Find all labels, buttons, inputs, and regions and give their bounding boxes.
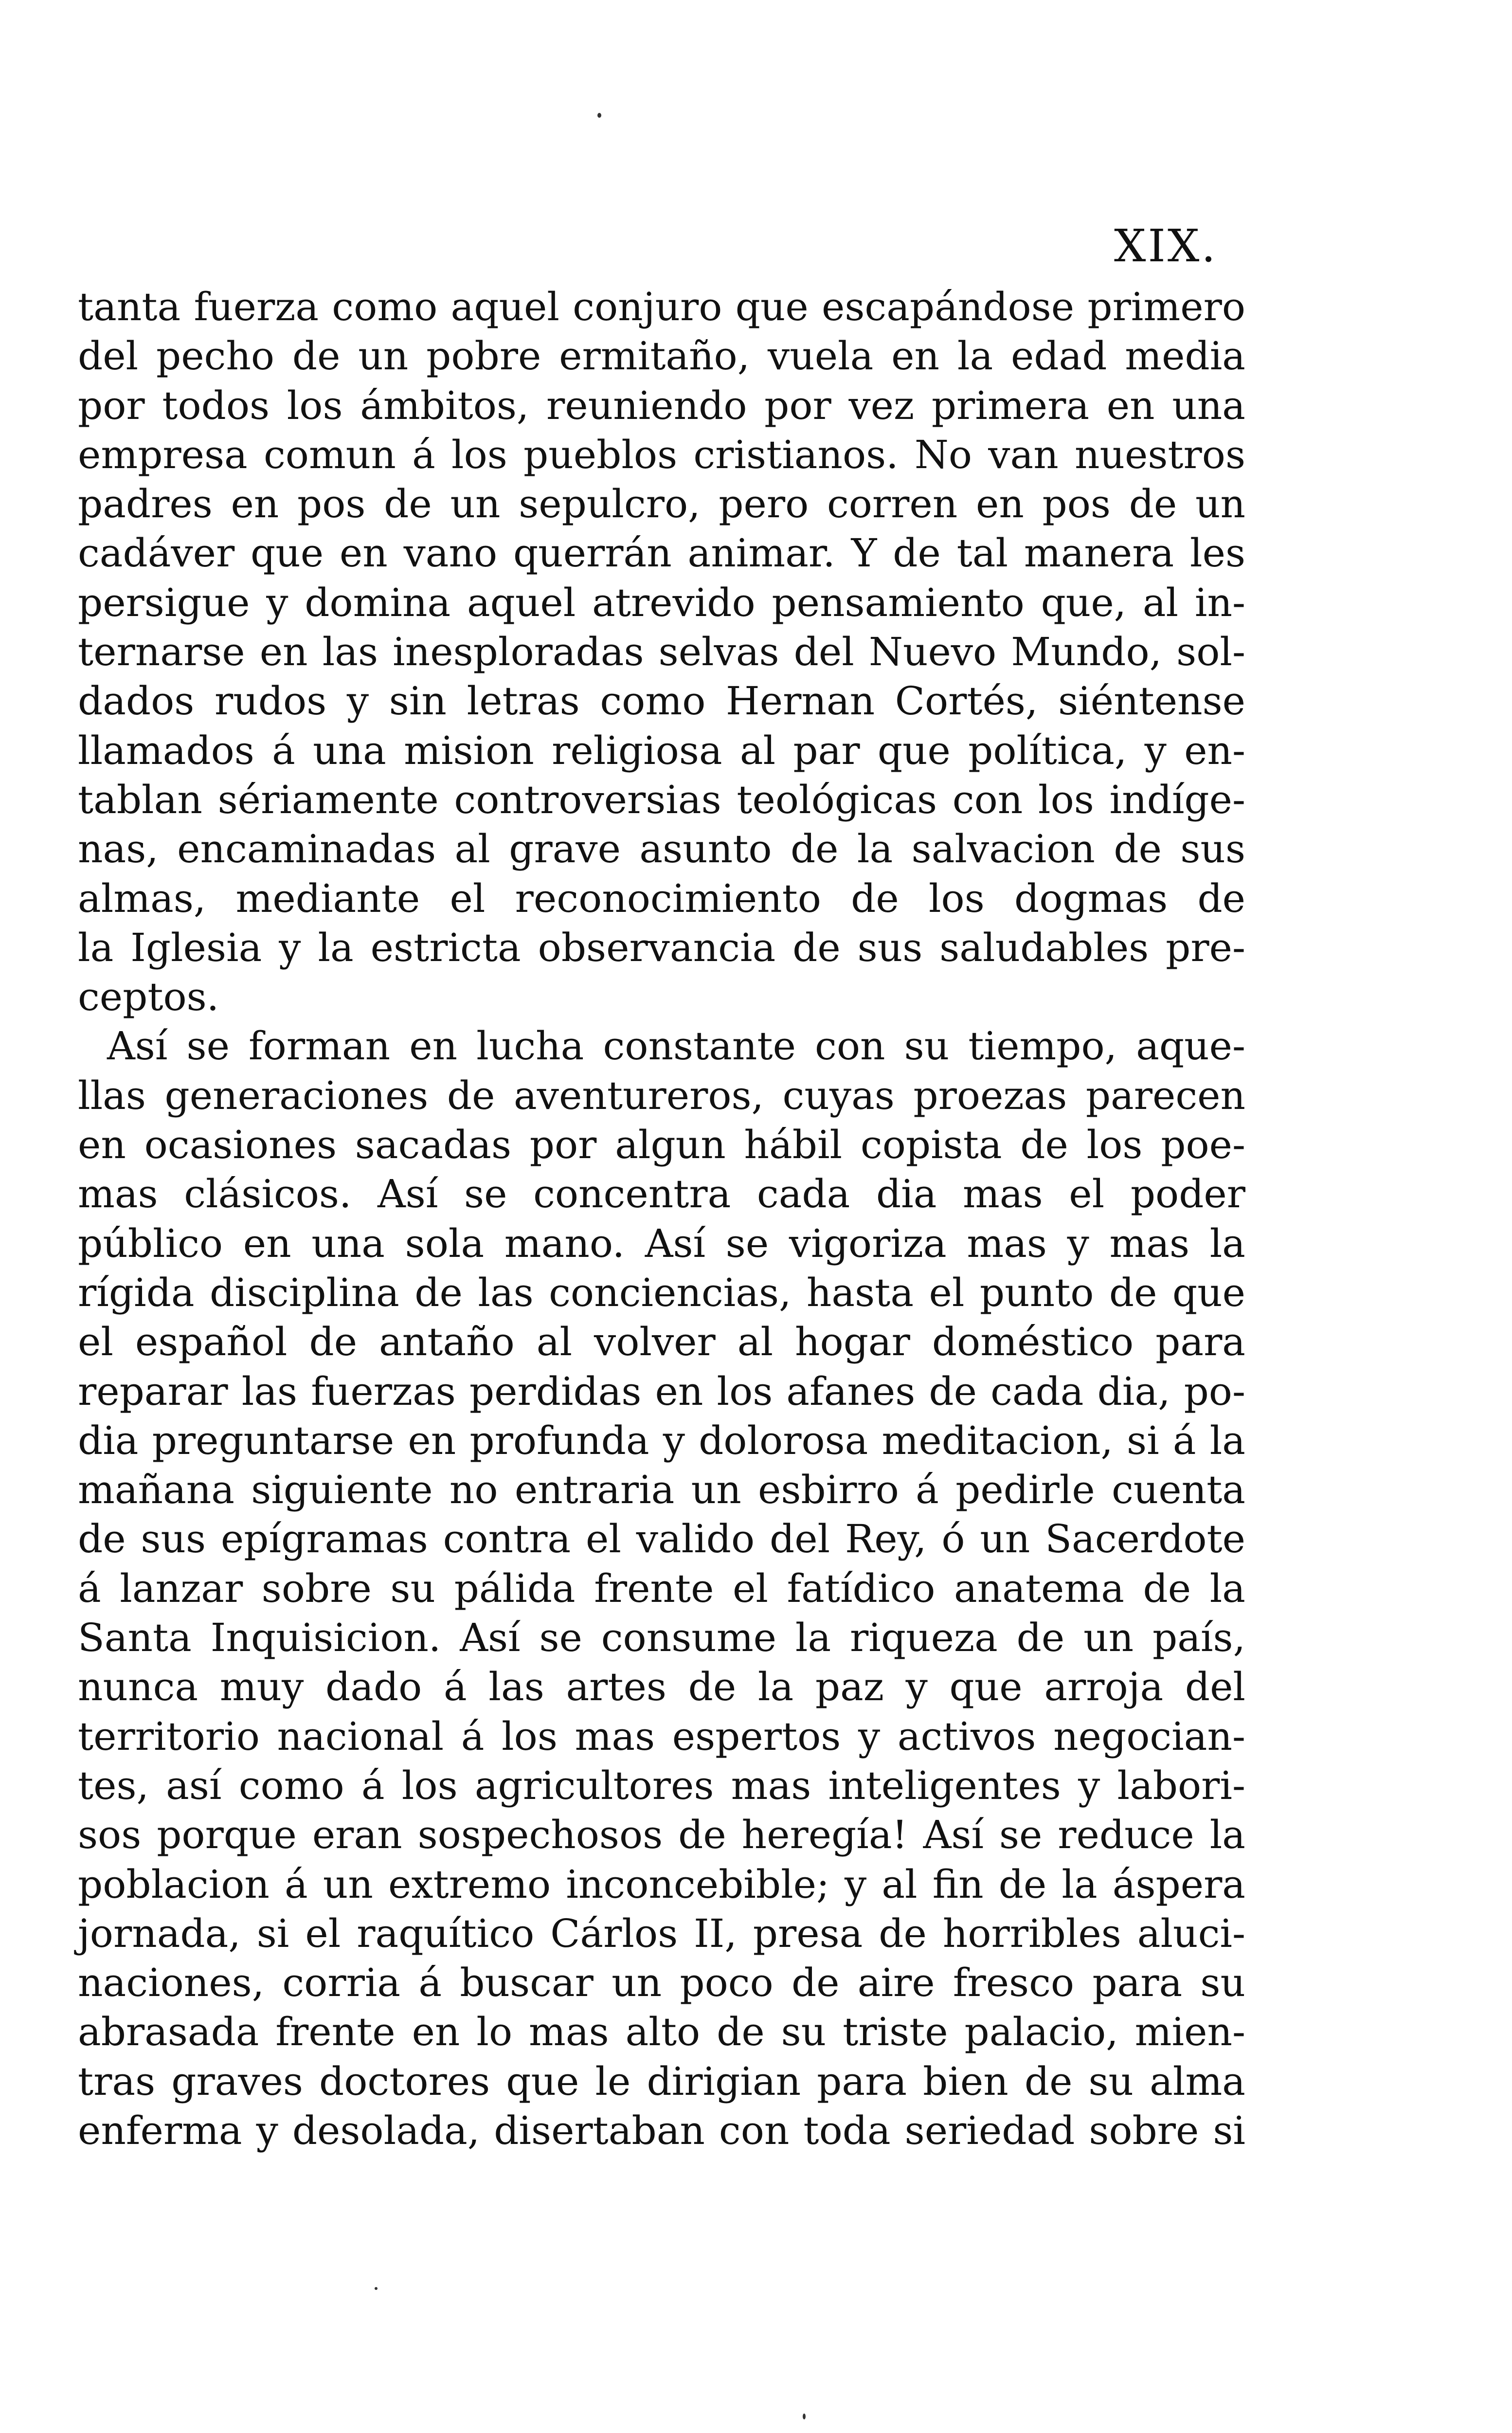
text-line: enferma y desolada, disertaban con toda seriedad sobre si [78, 2107, 1245, 2153]
print-speck [803, 2414, 806, 2419]
text-line: ternarse en las inesploradas selvas del Nuevo Mundo, sol- [78, 629, 1245, 675]
text-line: rígida disciplina de las conciencias, hasta el punto de que [78, 1270, 1245, 1315]
text-line: poblacion á un extremo inconcebible; y al fin de la áspera [78, 1861, 1245, 1907]
paragraph-first-line: Así se forman en lucha constante con su tiempo, aque- [107, 1023, 1245, 1069]
body-text [78, 282, 1245, 2155]
text-line: empresa comun á los pueblos cristianos. No van nuestros [78, 432, 1245, 477]
text-line: público en una sola mano. Así se vigoriza mas y mas la [78, 1220, 1245, 1266]
text-line: jornada, si el raquítico Cárlos II, presa de horribles aluci- [78, 1910, 1245, 1956]
text-line: sos porque eran sospechosos de heregía! Así se reduce la [78, 1812, 1245, 1858]
paragraph-end-line: ceptos. [78, 974, 219, 1020]
text-line: nunca muy dado á las artes de la paz y que arroja del [78, 1664, 1245, 1710]
text-line: tanta fuerza como aquel conjuro que escapándose primero [78, 284, 1245, 329]
text-line: tes, así como á los agricultores mas inteligentes y labori- [78, 1762, 1245, 1808]
text-line: de sus epígramas contra el valido del Rey, ó un Sacerdote [78, 1516, 1245, 1562]
text-line: llas generaciones de aventureros, cuyas proezas parecen [78, 1072, 1245, 1118]
text-line: reparar las fuerzas perdidas en los afanes de cada dia, po- [78, 1368, 1245, 1414]
text-line: almas, mediante el reconocimiento de los dogmas de [78, 875, 1245, 921]
text-line: en ocasiones sacadas por algun hábil copista de los poe- [78, 1122, 1245, 1168]
text-line: Santa Inquisicion. Así se consume la riqueza de un país, [78, 1615, 1245, 1661]
text-line: á lanzar sobre su pálida frente el fatídico anatema de la [78, 1565, 1245, 1611]
print-speck [375, 2287, 378, 2290]
text-line: la Iglesia y la estricta observancia de sus saludables pre- [78, 925, 1245, 970]
text-line: padres en pos de un sepulcro, pero corren en pos de un [78, 481, 1245, 527]
text-line: tras graves doctores que le dirigian para bien de su alma [78, 2058, 1245, 2104]
text-line: por todos los ámbitos, reuniendo por vez primera en una [78, 382, 1245, 428]
text-line: el español de antaño al volver al hogar doméstico para [78, 1319, 1245, 1365]
text-line: naciones, corria á buscar un poco de aire fresco para su [78, 1960, 1245, 2006]
text-line: abrasada frente en lo mas alto de su triste palacio, mien- [78, 2009, 1245, 2055]
text-line: llamados á una mision religiosa al par que política, y en- [78, 727, 1245, 773]
text-line: cadáver que en vano querrán animar. Y de tal manera les [78, 530, 1245, 576]
text-line: nas, encaminadas al grave asunto de la salvacion de sus [78, 826, 1245, 872]
text-line: dia preguntarse en profunda y dolorosa meditacion, si á la [78, 1417, 1245, 1463]
page-number: XIX. [1114, 220, 1218, 272]
print-speck [597, 113, 601, 118]
text-line: mañana siguiente no entraria un esbirro á pedirle cuenta [78, 1467, 1245, 1513]
text-line: mas clásicos. Así se concentra cada dia mas el poder [78, 1171, 1245, 1217]
text-line: tablan sériamente controversias teológicas con los indíge- [78, 777, 1245, 822]
text-line: territorio nacional á los mas espertos y activos negocian- [78, 1713, 1245, 1759]
text-line: dados rudos y sin letras como Hernan Cortés, siéntense [78, 678, 1245, 724]
text-line: persigue y domina aquel atrevido pensamiento que, al in- [78, 580, 1245, 625]
text-line: del pecho de un pobre ermitaño, vuela en la edad media [78, 333, 1245, 379]
